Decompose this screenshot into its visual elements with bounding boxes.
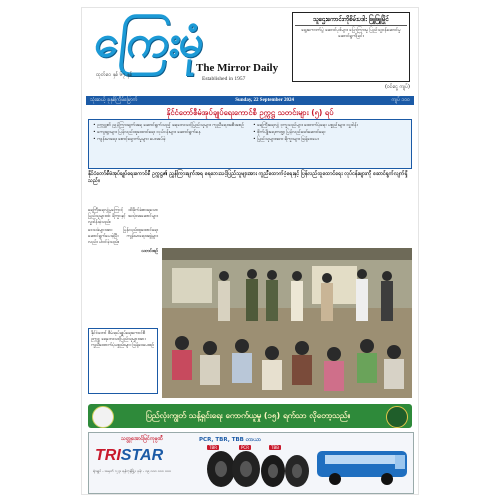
masthead-established: Established in 1957 (202, 76, 246, 82)
headline-item: • ရေကြီးရေလျှံ ဒုက္ခသည်များ ထောက်ပံ့ရေး ပစ္စည်းများ လှူဒါန်း (253, 123, 358, 128)
headline-left-column (93, 123, 247, 144)
masthead-logo: ကြေးမုံ (91, 16, 205, 67)
lead-paragraph: နိုင်ငံတော်စီမံအုပ်ချုပ်ရေးကောင်စီ ဥက္ကဋ္ဌ၏ ညွှန်ကြားချက်အရ ရေဘေးသင့်ပြည်သူများအား ကူညီထောက်ပံ့ရေးနှင့် ပြန်လည်ထူထောင်ရေး လုပ်ငန်းများကို ဆောင်ရွက်လျက်ရှိသည်။ (88, 171, 408, 185)
promo-title: သူဌေးကောင်းကိုစိမ်းပဒါး ဖြူဖြူမြိုင် (295, 15, 407, 26)
body-credit: သတင်းစဉ် (141, 248, 158, 254)
right-emblem-icon (386, 406, 408, 428)
masthead-tagline: ထုတ်ဝေ နှစ် ၆၇ နှစ် (96, 72, 133, 78)
headline-item: • စိုက်ပျိုးရေးကဏ္ဍ ပြန်လည်ဖော်ဆောင်ရေး (253, 130, 326, 135)
promo-footer: (ဝင်ငွေ ကျပ်) (385, 84, 410, 90)
ad-subtitle: PCR, TBR, TBB တာယာ (199, 437, 261, 443)
date-bar-left: သုံးဆယ့် ခုနှစ်ကြိမ်မြောက် (90, 97, 138, 103)
photo-caption: နိုင်ငံတော် စီမံအုပ်ချုပ်ရေးကောင်စီ ဥက္ကဋ္ဌ ရေဘေးသင့်ပြည်သူများအား ကူညီထောက်ပံ့ပစ္စည်းများ ဖြန့်ဝေပေးစဉ် (88, 328, 158, 394)
banner-text: ပြည်လုံးကျွတ် သန့်ရှင်းရေး ကောက်ယူမှု (၁၅) ရက်သာ လိုတော့သည်။ (145, 411, 351, 420)
ad-brand-logo (95, 447, 163, 465)
ad-brand-part-b: STAR (120, 447, 164, 464)
date-bar (86, 96, 414, 105)
tyre-tag: TBR (209, 445, 217, 450)
newspaper-front-page (82, 8, 418, 494)
left-emblem-icon (92, 406, 114, 428)
tyres-illustration (201, 445, 311, 489)
campaign-banner (88, 404, 412, 428)
headline-right-column (253, 123, 407, 144)
promo-body: ရွေးကောက်ပွဲ ဆောင်ပုဒ်များ ပြောကြားမှု ပြည်သူ့ဝန်ဆောင်မှု ဆောင်ရွက်ခြင်း (301, 28, 401, 40)
ad-top-line: သတ္တုအောင်မြင်ကုမ္ပဏီ (121, 436, 163, 442)
headline-item: • ဥက္ကဋ္ဌ၏ ညွှန်ကြားချက်အရ ဆောင်ရွက်သည့် ရေဘေးသင့်ပြည်သူများ ကူညီရေးအစီအစဉ် (93, 123, 244, 128)
news-photo (162, 248, 412, 398)
tyre-tag: TBB (271, 445, 279, 450)
body-paragraph: ဒေသခံများအား ပြန်လည်ထူထောင်ရေး ဆောင်ရွက်ပေးခဲ့ပြီး ကျန်းမာရေးအဖွဲ့များလည်း ပါဝင်ခဲ့သည်။ (88, 228, 158, 246)
masthead (86, 10, 282, 96)
body-paragraph: ရေကြီးရေလျှံမှုကြောင့် ထိခိုက်ခံစားရသော ပြည်သူများထံ ရိက္ခာနှင့် အသုံးအဆောင်များ လှူဒါန်းခဲ့သည်။ (88, 208, 158, 226)
headline-title: နိုင်ငံတော်စီမံအုပ်ချုပ်ရေးကောင်စီ ဥက္ကဋ္ဌ သတင်းများ (၅) ရပ် (166, 108, 334, 117)
ad-contact: ရုံးချုပ် - အမှတ် ၁၂၃၊ ရန်ကုန်မြို့။ ဖုန်း - ၀၉ ၀၀၀ ၀၀၀ ၀၀၀ (93, 469, 172, 473)
date-bar-date: Sunday, 22 September 2024 (235, 98, 295, 103)
tyre-tag: PCR (241, 445, 249, 450)
masthead-english-name: The Mirror Daily (196, 62, 279, 74)
promo-box (292, 12, 410, 82)
tyre-advertisement (88, 432, 414, 494)
headline-item: • ကျေးရွာများ ပြန်လည်ထူထောင်ရေး လုပ်ငန်းများ ဆောင်ရွက်နေ (93, 130, 201, 135)
headline-item: • ကျန်းမာရေး စောင့်ရှောက်မှုများ ပေးအပ်ခဲ့ (93, 137, 166, 142)
body-column (88, 208, 158, 257)
headline-item: • ပြည်သူများအား ရိက္ခာများ ဖြန့်ဝေပေး (253, 137, 319, 142)
bus-illustration (315, 447, 409, 487)
ad-brand-part-a: TRI (95, 447, 121, 464)
date-bar-price: ကျပ် ၁၀၀ (391, 97, 410, 103)
photo-illustration (162, 248, 412, 398)
headline-box (88, 119, 412, 169)
